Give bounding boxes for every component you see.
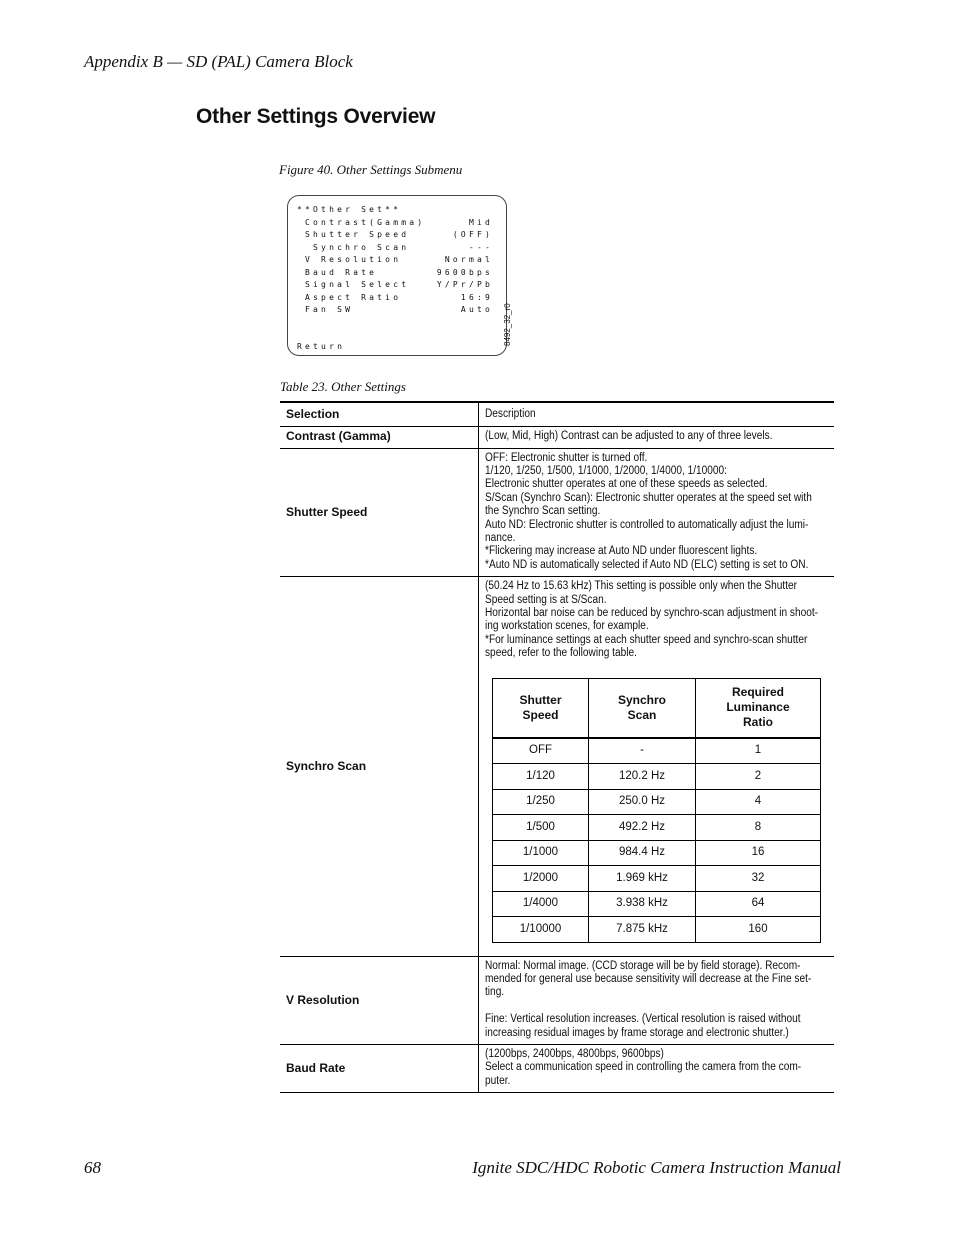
luminance-row <box>493 738 821 764</box>
menu-row-value: Normal <box>444 255 493 264</box>
description-line: Fine: Vertical resolution increases. (Vertical resolution is raised without <box>485 1013 801 1026</box>
description-line: (50.24 Hz to 15.63 kHz) This setting is possible only when the Shutter <box>485 580 798 593</box>
luminance-row <box>493 789 821 815</box>
manual-title: Ignite SDC/HDC Robotic Camera Instruction Manual <box>472 1158 841 1177</box>
luminance-cell: 250.0 Hz <box>589 789 696 815</box>
section-title: Other Settings Overview <box>196 105 436 128</box>
luminance-cell: 2 <box>696 764 821 790</box>
description-line: 1/120, 1/250, 1/500, 1/1000, 1/2000, 1/4000, 1/10000: <box>485 464 727 477</box>
luminance-table <box>492 678 821 943</box>
table-row <box>280 448 834 577</box>
menu-row-label: Synchro Scan <box>297 242 410 252</box>
description-line: Electronic shutter operates at one of these speeds as selected. <box>485 478 768 491</box>
luminance-row <box>493 891 821 917</box>
col-synchro-scan: Synchro Scan <box>589 678 696 738</box>
description-line: ing workstation scenes, for example. <box>485 620 649 633</box>
figure-id: 8492_32_r0 <box>503 303 512 346</box>
col-luminance-ratio: Required Luminance Ratio <box>696 678 821 738</box>
luminance-cell: 16 <box>696 840 821 866</box>
menu-row-label: Fan SW <box>297 305 354 314</box>
description-line: ting. <box>485 986 505 999</box>
table-caption: Table 23. Other Settings <box>280 379 406 394</box>
luminance-cell: 1/120 <box>493 764 589 790</box>
luminance-cell: 1/500 <box>493 815 589 841</box>
description-line: Select a communication speed in controlling the camera from the com- <box>485 1061 802 1074</box>
description-line: (1200bps, 2400bps, 4800bps, 9600bps) <box>485 1048 664 1061</box>
luminance-cell: 1 <box>696 738 821 764</box>
description-line: (Low, Mid, High) Contrast can be adjusted to any of three levels. <box>485 430 773 443</box>
luminance-cell: 1/1000 <box>493 840 589 866</box>
luminance-row <box>493 866 821 892</box>
description-line: Speed setting is at S/Scan. <box>485 593 607 606</box>
luminance-row <box>493 815 821 841</box>
table-header-row <box>280 402 834 426</box>
settings-table <box>280 401 834 1093</box>
menu-title: **Other Set** <box>297 205 402 214</box>
row-selection: Synchro Scan <box>280 577 479 956</box>
luminance-cell: 1/2000 <box>493 866 589 892</box>
luminance-row <box>493 764 821 790</box>
luminance-cell: 160 <box>696 917 821 943</box>
luminance-cell: 1/10000 <box>493 917 589 943</box>
description-line: mended for general use because sensitivity will decrease at the Fine set- <box>485 973 812 985</box>
menu-row-value: 9600bps <box>436 267 493 277</box>
menu-row-label: Signal Select <box>297 280 410 289</box>
luminance-cell: 32 <box>696 866 821 892</box>
luminance-cell: 64 <box>696 891 821 917</box>
description-line: *For luminance settings at each shutter speed and synchro-scan shutter <box>485 633 808 646</box>
luminance-row <box>493 840 821 866</box>
luminance-cell: 8 <box>696 815 821 841</box>
luminance-cell: 984.4 Hz <box>589 840 696 866</box>
menu-row-value: (OFF) <box>452 230 493 239</box>
menu-row-value: Y/Pr/Pb <box>436 280 493 289</box>
menu-row-value: Mid <box>468 217 493 227</box>
menu-row-value: 16:9 <box>460 292 493 302</box>
luminance-cell: 1/250 <box>493 789 589 815</box>
row-description <box>479 956 835 1044</box>
row-description <box>479 577 835 956</box>
col-shutter-speed: Shutter Speed <box>493 678 589 738</box>
description-line: S/Scan (Synchro Scan): Electronic shutter operates at the speed set with <box>485 491 812 504</box>
table-row <box>280 426 834 448</box>
description-line: puter. <box>485 1074 511 1087</box>
header-description: Description <box>479 402 835 426</box>
table-row <box>280 1045 834 1093</box>
description-line: *Flickering may increase at Auto ND under fluorescent lights. <box>485 545 758 558</box>
luminance-row <box>493 917 821 943</box>
description-line: *Auto ND is automatically selected if Auto ND (ELC) setting is set to ON. <box>485 558 809 571</box>
figure-caption: Figure 40. Other Settings Submenu <box>279 162 463 177</box>
luminance-cell: 1/4000 <box>493 891 589 917</box>
description-line: Horizontal bar noise can be reduced by synchro-scan adjustment in shoot- <box>485 606 819 619</box>
row-selection: V Resolution <box>280 956 479 1044</box>
menu-row-label: Baud Rate <box>297 267 378 277</box>
menu-row-label: Contrast(Gamma) <box>297 217 426 227</box>
row-description <box>479 426 835 448</box>
menu-row-label: V Resolution <box>297 255 402 264</box>
luminance-cell: 492.2 Hz <box>589 815 696 841</box>
page-number: 68 <box>84 1158 101 1177</box>
description-line: speed, refer to the following table. <box>485 647 637 660</box>
menu-row-label: Shutter Speed <box>297 230 410 239</box>
luminance-body <box>493 738 821 943</box>
description-line: OFF: Electronic shutter is turned off. <box>485 451 648 464</box>
description-line: increasing residual images by frame storage and electronic shutter.) <box>485 1026 789 1039</box>
row-description <box>479 1045 835 1093</box>
row-selection: Contrast (Gamma) <box>280 426 479 448</box>
luminance-cell: 4 <box>696 789 821 815</box>
luminance-cell: 3.938 kHz <box>589 891 696 917</box>
running-header: Appendix B — SD (PAL) Camera Block <box>84 52 353 71</box>
row-description <box>479 448 835 577</box>
luminance-cell: 1.969 kHz <box>589 866 696 892</box>
description-line: Auto ND: Electronic shutter is controlled to automatically adjust the lumi- <box>485 518 809 531</box>
menu-row-value: --- <box>468 242 493 252</box>
menu-row-label: Aspect Ratio <box>297 292 402 302</box>
row-selection: Shutter Speed <box>280 448 479 577</box>
table-row <box>280 956 834 1044</box>
luminance-cell: 7.875 kHz <box>589 917 696 943</box>
description-line <box>485 1000 826 1013</box>
table-row <box>280 577 834 956</box>
menu-return: Return <box>297 342 346 351</box>
description-line: the Synchro Scan setting. <box>485 505 601 518</box>
luminance-cell: - <box>589 738 696 764</box>
menu-row-value: Auto <box>460 305 493 314</box>
description-line: nance. <box>485 531 516 544</box>
luminance-cell: 120.2 Hz <box>589 764 696 790</box>
luminance-cell: OFF <box>493 738 589 764</box>
row-selection: Baud Rate <box>280 1045 479 1093</box>
luminance-header-row <box>493 678 821 738</box>
description-line: Normal: Normal image. (CCD storage will be by field storage). Recom- <box>485 959 801 972</box>
header-selection: Selection <box>280 402 479 426</box>
